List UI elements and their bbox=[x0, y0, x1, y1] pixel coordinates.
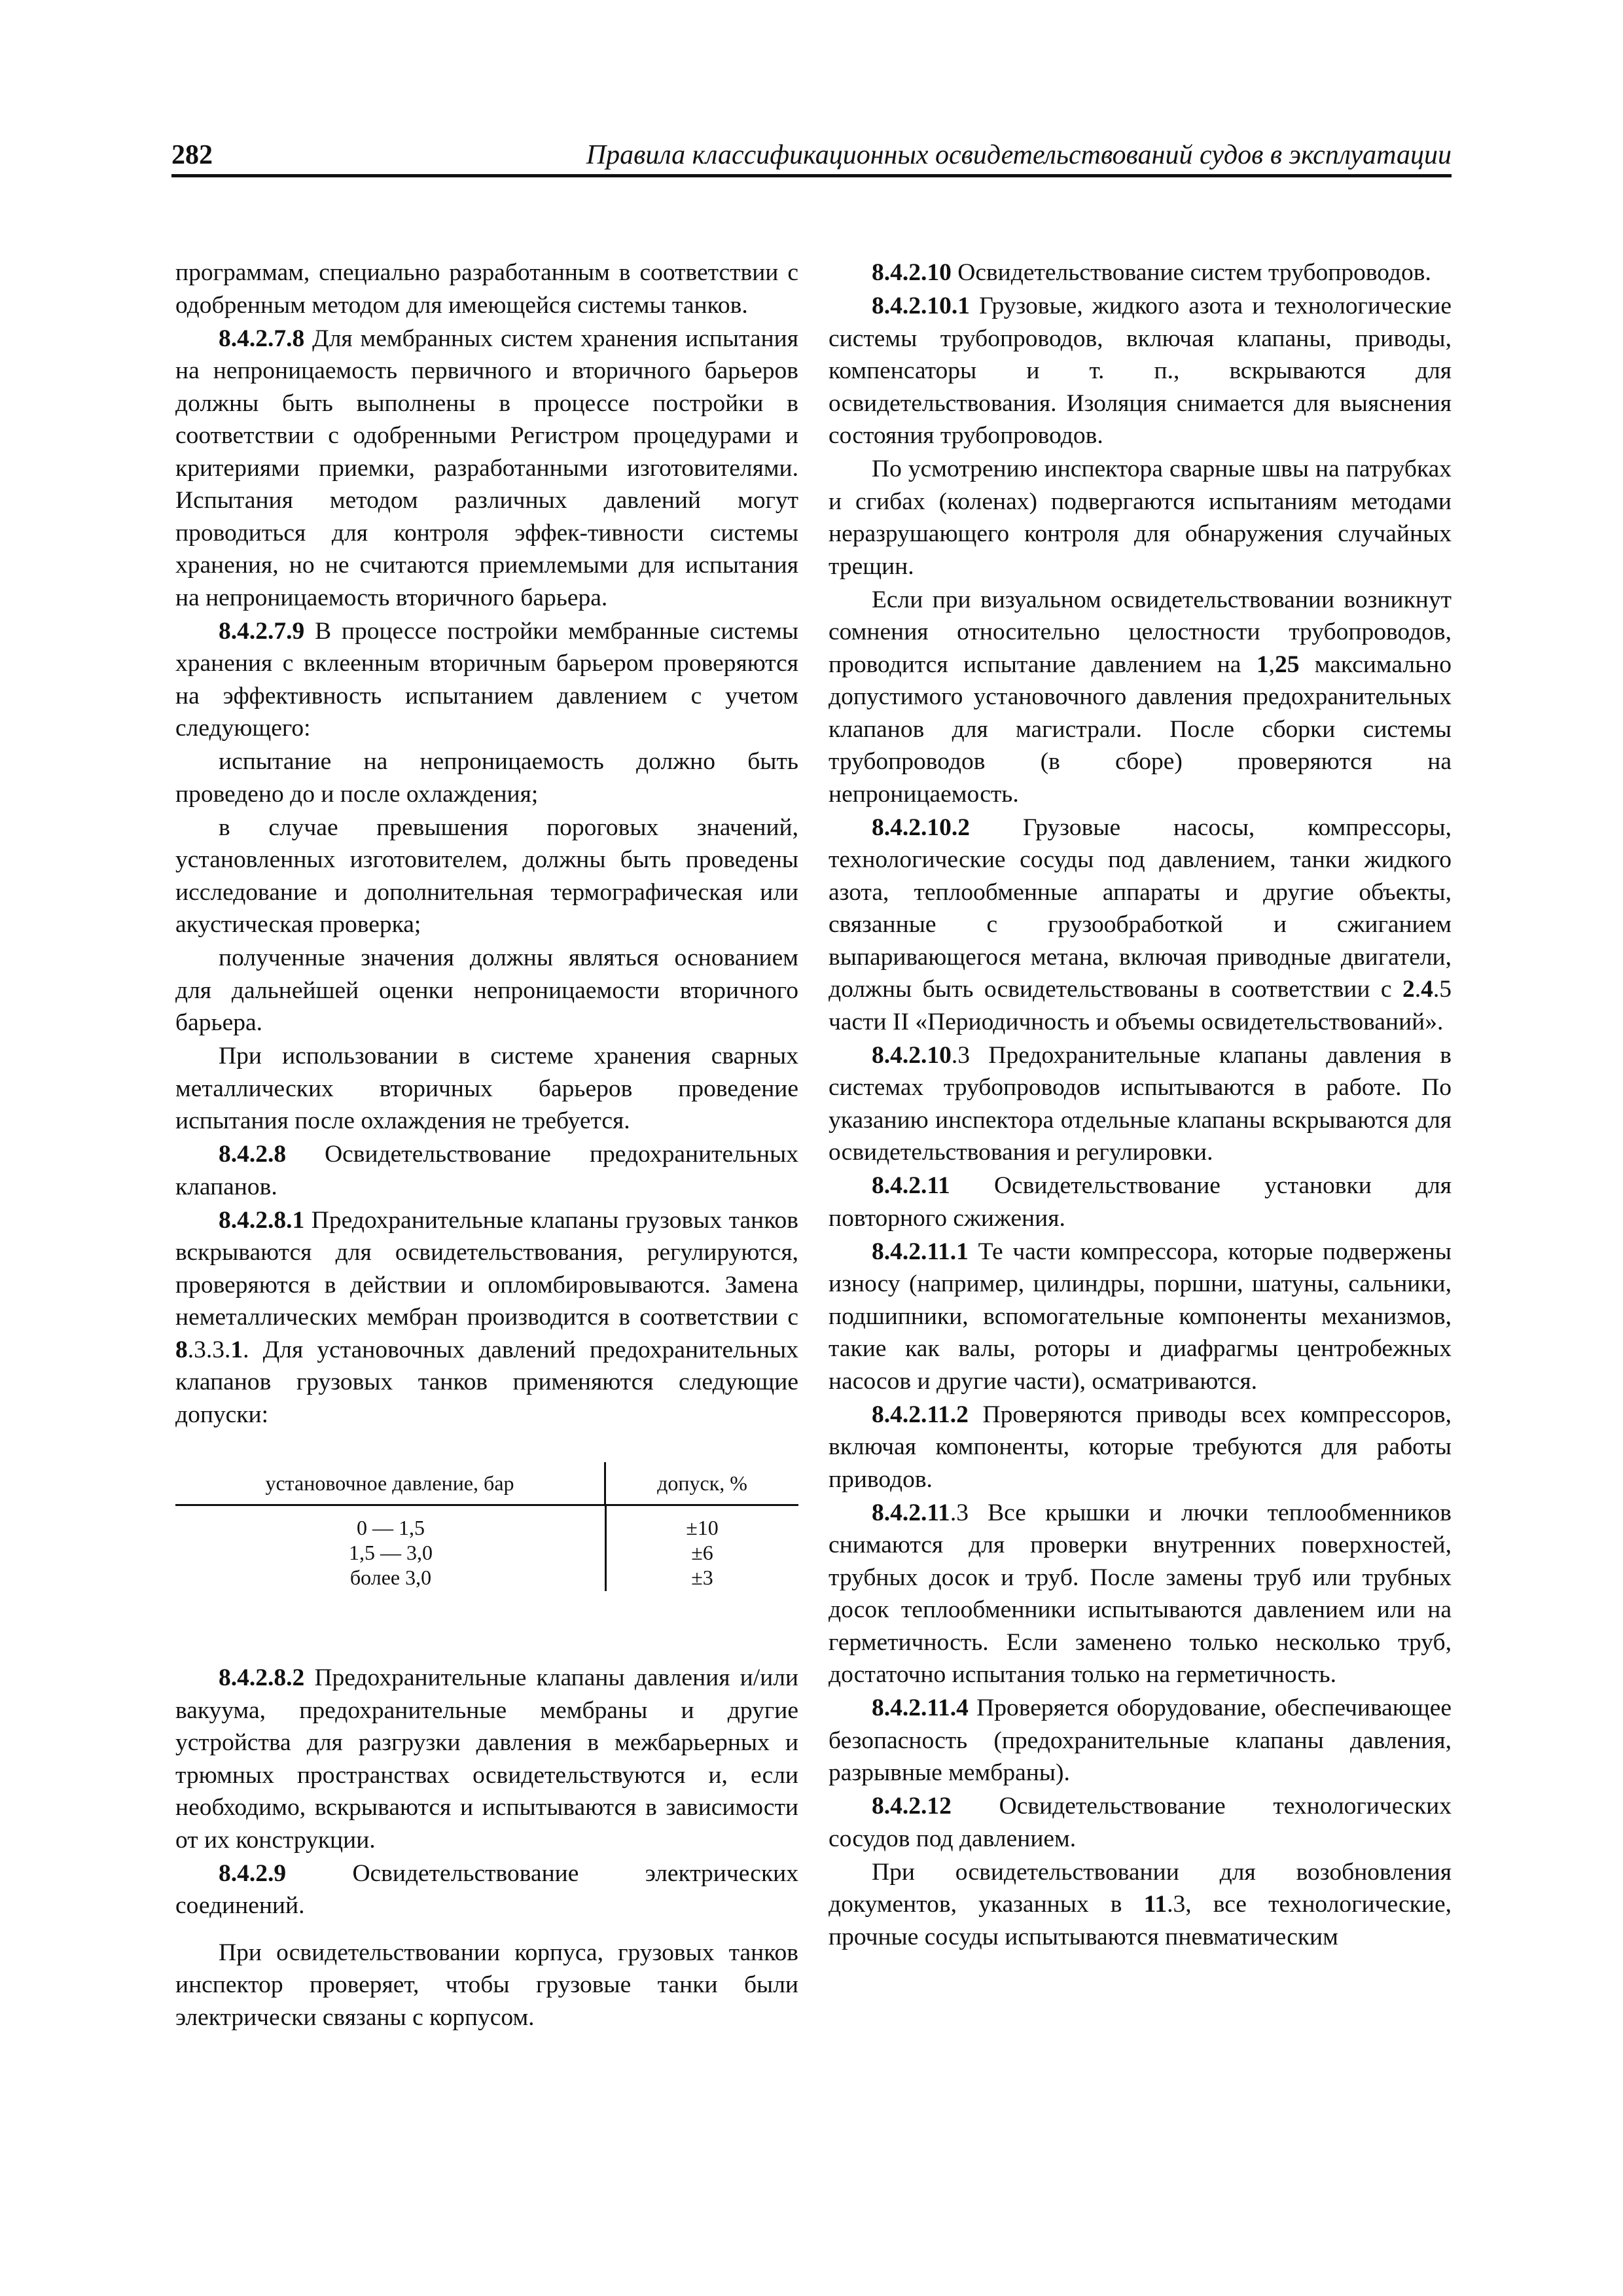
table-cell-tolerance: ±6 bbox=[691, 1541, 713, 1564]
running-header-title: Правила классификационных освидетельствований судов в эксплуатации bbox=[586, 140, 1452, 170]
paragraph-text: , все технологические, прочные сосуды испытываются пневматическим bbox=[829, 1891, 1452, 1950]
paragraph-text: В процессе постройки мембранные системы хранения с вклеенным вторичным барьером проверяются на эффективность испытанием давлением с учетом следующего: bbox=[175, 617, 798, 742]
section-number: 8.4.2.8.2 bbox=[219, 1664, 305, 1691]
table-header-tolerance: допуск, % bbox=[657, 1471, 747, 1495]
list-paragraph: в случае превышения пороговых значений, установленных изготовителем, должны быть проведены исследование и дополнительная термографическая или акустическая проверка; bbox=[175, 814, 798, 938]
table-cell-tolerance: ±3 bbox=[691, 1566, 713, 1589]
paragraph-8-4-2-11-4 bbox=[829, 1692, 1452, 1789]
paragraph-text: Проверяются приводы всех компрессоров, включая компоненты, которые требуются для работы приводов. bbox=[829, 1401, 1452, 1493]
right-column bbox=[829, 257, 1452, 1954]
reference-number: .5 bbox=[1433, 976, 1452, 1003]
reference-number: 1 bbox=[230, 1336, 243, 1363]
paragraph-text: Грузовые, жидкого азота и технологические системы трубопроводов, включая клапаны, приводы, компенсаторы и т. п., вскрываются для освидетельствования. Изоляция снимается для выяснения состояния трубопроводов. bbox=[829, 293, 1452, 449]
section-number: 8.4.2.10 bbox=[872, 1041, 952, 1069]
paragraph-8-4-2-12 bbox=[829, 1790, 1452, 1855]
table-cell-pressure: 1,5 — 3,0 bbox=[349, 1541, 433, 1564]
paragraph-text: Если при визуальном освидетельствовании возникнут сомнения относительно целостности трубопроводов, проводится испытание давлением на bbox=[829, 586, 1452, 678]
paragraph: При освидетельствовании корпуса, грузовых танков инспектор проверяет, чтобы грузовые танки были электрически связаны с корпусом. bbox=[175, 1939, 798, 2031]
paragraph-text: Освидетельствование технологических сосудов под давлением. bbox=[829, 1793, 1452, 1852]
paragraph-text: части II «Периодичность и объемы освидетельствований». bbox=[829, 1008, 1444, 1035]
section-number: 8.4.2.8.1 bbox=[219, 1206, 305, 1234]
header-rule bbox=[171, 174, 1452, 177]
table-row bbox=[175, 1565, 798, 1590]
paragraph-8-4-2-10-2 bbox=[829, 812, 1452, 1039]
tolerance-table bbox=[175, 1462, 798, 1590]
paragraph-text: Для мембранных систем хранения испытания на непроницаемость первичного и вторичного барьеров должны быть выполнены в процессе постройки в соответствии с одобренными Регистром процедурами и критериями приемки, разработанными изготовителями. Испытания методом различных давлений могут проводиться для контроля эффек-тивности системы хранения, но не считаются приемлемыми для испытания на непроницаемость вторичного барьера. bbox=[175, 325, 798, 611]
reference-number: 11 bbox=[1143, 1891, 1168, 1918]
table-cell-pressure: более 3,0 bbox=[349, 1566, 432, 1589]
paragraph-8-4-2-8 bbox=[175, 1138, 798, 1203]
paragraph-8-4-2-11 bbox=[829, 1170, 1452, 1234]
section-number: 8.4.2.7.9 bbox=[219, 617, 305, 645]
emphasized-number: 25 bbox=[1274, 651, 1300, 678]
table-header-pressure: установочное давление, бар bbox=[175, 1462, 606, 1504]
paragraph-8-4-2-9 bbox=[175, 1857, 798, 1922]
paragraph-8-4-2-11-2 bbox=[829, 1399, 1452, 1496]
reference-number: 4 bbox=[1421, 976, 1433, 1003]
table-column-divider bbox=[605, 1506, 607, 1591]
table-header-row bbox=[175, 1462, 798, 1506]
reference-number: . bbox=[1414, 976, 1421, 1003]
reference-number: 2 bbox=[1402, 976, 1415, 1003]
emphasized-number: , bbox=[1268, 651, 1275, 678]
paragraph-text: Предохранительные клапаны давления в системах трубопроводов испытываются в работе. По указанию инспектора отдельные клапаны вскрываются для освидетельствования и регулировки. bbox=[829, 1041, 1452, 1166]
reference-number: 8 bbox=[175, 1336, 188, 1363]
paragraph-text: Освидетельствование установки для повторного сжижения. bbox=[829, 1172, 1452, 1232]
paragraph-text: Освидетельствование предохранительных клапанов. bbox=[175, 1141, 798, 1200]
paragraph-text: Все крышки и лючки теплообменников снимаются для проверки внутренних поверхностей, трубных досок и труб. После замены труб или трубных досок теплообменники испытываются давлением или на герметичность. Если заменено только несколько труб, достаточно испытания только на герметичность. bbox=[829, 1499, 1452, 1688]
table-body bbox=[175, 1506, 798, 1590]
emphasized-number: 1 bbox=[1256, 651, 1269, 678]
table-row bbox=[175, 1515, 798, 1540]
section-number: 8.4.2.12 bbox=[872, 1793, 952, 1820]
reference-number: .3.3. bbox=[187, 1336, 231, 1363]
paragraph: По усмотрению инспектора сварные швы на патрубках и сгибах (коленах) подвергаются испытаниям методами неразрушающего контроля для обнаружения случайных трещин. bbox=[829, 456, 1452, 580]
paragraph bbox=[829, 1856, 1452, 1954]
paragraph-8-4-2-8-1 bbox=[175, 1204, 798, 1431]
section-number: 8.4.2.10.2 bbox=[872, 814, 970, 841]
paragraph-8-4-2-7-9 bbox=[175, 615, 798, 745]
section-number: 8.4.2.11 bbox=[872, 1499, 950, 1526]
paragraph-text: . Для установочных давлений предохранительных клапанов грузовых танков применяются следующие допуски: bbox=[175, 1336, 798, 1428]
section-number: 8.4.2.11.1 bbox=[872, 1238, 969, 1265]
paragraph-text: Грузовые насосы, компрессоры, технологические сосуды под давлением, танки жидкого азота, теплообменные аппараты и другие объекты, связанные с грузообработкой и сжиганием выпаривающегося метана, включая приводные двигатели, должны быть освидетельствованы в соответствии с bbox=[829, 814, 1452, 1003]
section-number: 8.4.2.10.1 bbox=[872, 293, 970, 319]
paragraph-text: максимально допустимого установочного давления предохранительных клапанов для магистрали. После сборки системы трубопроводов (в сборе) проверяются на непроницаемость. bbox=[829, 651, 1452, 808]
paragraph-text: Предохранительные клапаны давления и/или вакуума, предохранительные мембраны и другие устройства для разгрузки давления в межбарьерных и трюмных пространствах освидетельствуются и, если необходимо, вскрываются и испытываются в зависимости от их конструкции. bbox=[175, 1664, 798, 1854]
section-number: 8.4.2.8 bbox=[219, 1141, 287, 1168]
left-column bbox=[175, 257, 798, 2035]
section-number: 8.4.2.10 bbox=[872, 259, 952, 286]
paragraph-text: Предохранительные клапаны грузовых танков вскрываются для освидетельствования, регулируются, проверяются в действии и опломбировываются. Замена неметаллических мембран производится в соответствии с bbox=[175, 1206, 798, 1331]
table-row bbox=[175, 1540, 798, 1565]
table-cell-pressure: 0 — 1,5 bbox=[357, 1516, 425, 1539]
paragraph: При использовании в системе хранения сварных металлических вторичных барьеров проведение испытания после охлаждения не требуется. bbox=[175, 1043, 798, 1134]
section-number-suffix: .3 bbox=[950, 1499, 969, 1526]
paragraph-8-4-2-10 bbox=[829, 257, 1452, 289]
paragraph-8-4-2-10-1 bbox=[829, 290, 1452, 452]
paragraph-text: Освидетельствование систем трубопроводов. bbox=[951, 259, 1431, 286]
paragraph: программам, специально разработанным в соответствии с одобренным методом для имеющейся системы танков. bbox=[175, 259, 798, 319]
section-number: 8.4.2.11 bbox=[872, 1172, 950, 1199]
reference-number: .3 bbox=[1167, 1891, 1186, 1918]
page-number: 282 bbox=[171, 140, 213, 170]
section-number: 8.4.2.11.4 bbox=[872, 1695, 969, 1721]
paragraph-8-4-2-11-3 bbox=[829, 1497, 1452, 1691]
paragraph-8-4-2-11-1 bbox=[829, 1236, 1452, 1398]
paragraph-8-4-2-7-8 bbox=[175, 323, 798, 615]
paragraph-8-4-2-10-3 bbox=[829, 1039, 1452, 1169]
paragraph-text: Те части компрессора, которые подвержены износу (например, цилиндры, поршни, шатуны, сальники, подшипники, вспомогательные компоненты механизмов, такие как валы, роторы и диафрагмы центробежных насосов и другие части), осматриваются. bbox=[829, 1238, 1452, 1395]
section-number: 8.4.2.11.2 bbox=[872, 1401, 969, 1428]
paragraph-text: При освидетельствовании для возобновления документов, указанных в bbox=[829, 1858, 1452, 1918]
paragraph-text: Освидетельствование электрических соединений. bbox=[175, 1859, 798, 1919]
paragraph-8-4-2-8-2 bbox=[175, 1662, 798, 1856]
section-number: 8.4.2.7.8 bbox=[219, 325, 305, 352]
paragraph bbox=[829, 584, 1452, 811]
list-paragraph: испытание на непроницаемость должно быть проведено до и после охлаждения; bbox=[175, 748, 798, 808]
table-cell-tolerance: ±10 bbox=[686, 1516, 719, 1539]
section-number-suffix: .3 bbox=[951, 1041, 970, 1069]
paragraph-text: Проверяется оборудование, обеспечивающее безопасность (предохранительные клапаны давления, разрывные мембраны). bbox=[829, 1695, 1452, 1786]
section-number: 8.4.2.9 bbox=[219, 1859, 287, 1887]
list-paragraph: полученные значения должны являться основанием для дальнейшей оценки непроницаемости вторичного барьера. bbox=[175, 944, 798, 1036]
